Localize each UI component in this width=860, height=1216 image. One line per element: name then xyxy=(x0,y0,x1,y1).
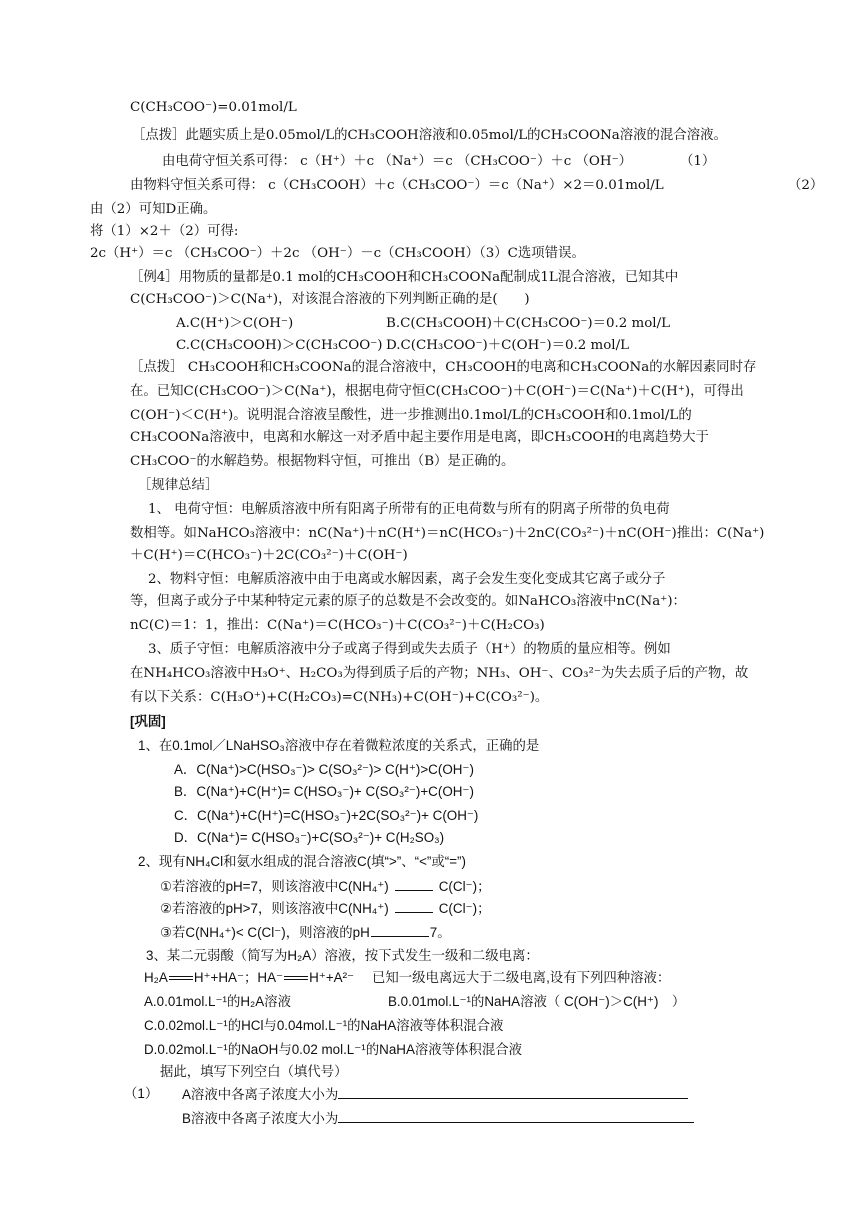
question-text: C(Cl⁻)； xyxy=(438,879,491,894)
option-a: A.C(H⁺)＞C(OH⁻) xyxy=(176,316,294,331)
option-b: B.0.01mol.L⁻¹的NaHA溶液（ C(OH⁻)＞C(H⁺) ） xyxy=(388,994,686,1009)
question-1: 1、在0.1mol／LNaHSO₃溶液中存在着微粒浓度的关系式，正确的是 xyxy=(138,738,540,753)
text-line: 已知一级电离远大于二级电离,设有下列四种溶液： xyxy=(372,970,671,985)
option-d: D.C(CH₃COO⁻)＋C(OH⁻)＝0.2 mol/L xyxy=(386,338,629,353)
question-text: B溶液中各离子浓度大小为 xyxy=(182,1111,339,1126)
option-a: A.0.01mol.L⁻¹的H₂A溶液 xyxy=(144,994,291,1009)
fill-line xyxy=(182,1108,694,1129)
question-text: ②若溶液的pH>7，则该溶液中C(NH₄⁺) xyxy=(160,901,389,916)
text-line: CH₃COO⁻的水解趋势。根据物料守恒，可推出（B）是正确的。 xyxy=(130,454,515,469)
equation-text: H₂A xyxy=(144,970,168,985)
section-heading: [巩固] xyxy=(130,714,166,729)
text-line: 在。已知C(CH₃COO⁻)＞C(Na⁺)，根据电荷守恒C(CH₃COO⁻)＋C(OH⁻)＝C(Na⁺)＋C(H⁺)，可得出 xyxy=(130,384,744,399)
option-d: D.0.02mol.L⁻¹的NaOH与0.02 mol.L⁻¹的NaHA溶液等体积混合液 xyxy=(144,1042,522,1057)
equilibrium-arrow-icon xyxy=(284,976,308,980)
answer-blank[interactable] xyxy=(395,876,433,891)
text-line: 据此，填写下列空白（填代号） xyxy=(160,1064,348,1079)
option-c: C．C(Na⁺)+C(H⁺)=C(HSO₃⁻)+2C(SO₃²⁻)+ C(OH⁻) xyxy=(174,808,479,823)
text-line: 在NH₄HCO₃溶液中H₃O⁺、H₂CO₃为得到质子后的产物；NH₃、OH⁻、CO₃²⁻为失去质子后的产物，故 xyxy=(130,666,749,681)
sub-question xyxy=(160,898,490,919)
text-line: 3、质子守恒：电解质溶液中分子或离子得到或失去质子（H⁺）的物质的量应相等。例如 xyxy=(148,642,671,657)
answer-blank[interactable] xyxy=(371,922,429,937)
question-text: A溶液中各离子浓度大小为 xyxy=(182,1087,339,1102)
answer-blank[interactable] xyxy=(395,898,433,913)
option-c: C.C(CH₃COOH)＞C(CH₃COO⁻) xyxy=(176,338,383,353)
equation-text: H⁺+HA⁻；HA⁻ xyxy=(193,970,284,985)
text-line: 将（1）×2＋（2）可得: xyxy=(90,224,239,239)
text-line: 由电荷守恒关系可得： c（H⁺）＋c （Na⁺）＝c （CH₃COO⁻）＋c （OH⁻） xyxy=(162,154,633,169)
text-line: ［点拨］此题实质上是0.05mol/L的CH₃COOH溶液和0.05mol/L的CH₃COONa溶液的混合溶液。 xyxy=(132,128,727,143)
option-b: B.C(CH₃COOH)＋C(CH₃COO⁻)＝0.2 mol/L xyxy=(386,316,670,331)
text-line: 1、 电荷守恒：电解质溶液中所有阳离子所带有的正电荷数与所有的阴离子所带的负电荷 xyxy=(148,502,670,517)
text-line: 数相等。如NaHCO₃溶液中：nC(Na⁺)＋nC(H⁺)＝nC(HCO₃⁻)＋2nC(CO₃²⁻)＋nC(OH⁻)推出：C(Na⁺) xyxy=(130,526,765,541)
text-line: ＋C(H⁺)＝C(HCO₃⁻)＋2C(CO₃²⁻)＋C(OH⁻) xyxy=(130,548,408,563)
equation-number: （1） xyxy=(680,154,716,169)
text-line: 2、物料守恒：电解质溶液中由于电离或水解因素，离子会发生变化变成其它离子或分子 xyxy=(148,572,666,587)
equation-text: H⁺+A²⁻ xyxy=(309,970,355,985)
text-line: 有以下关系：C(H₃O⁺)+C(H₂CO₃)=C(NH₃)+C(OH⁻)+C(CO₃²⁻)。 xyxy=(130,690,549,705)
text-line: C(CH₃COO⁻)＞C(Na⁺)，对该混合溶液的下列判断正确的是( ) xyxy=(130,292,530,307)
question-text: C(Cl⁻)； xyxy=(438,901,491,916)
question-text: ③若C(NH₄⁺)< C(Cl⁻)，则溶液的pH xyxy=(160,925,370,940)
text-line: ［点拨］ CH₃COOH和CH₃COONa的混合溶液中，CH₃COOH的电离和CH₃COONa的水解因素同时存 xyxy=(130,360,757,375)
equilibrium-arrow-icon xyxy=(169,976,193,980)
fill-line xyxy=(182,1084,688,1105)
answer-blank[interactable] xyxy=(338,1084,688,1099)
section-heading: ［规律总结］ xyxy=(138,478,219,493)
option-c: C.0.02mol.L⁻¹的HCl与0.04mol.L⁻¹的NaHA溶液等体积混合液 xyxy=(144,1018,504,1033)
sub-number: （1） xyxy=(124,1086,159,1101)
option-a: A．C(Na⁺)>C(HSO₃⁻)> C(SO₃²⁻)> C(H⁺)>C(OH⁻) xyxy=(174,762,474,777)
question-3: 3、某二元弱酸（简写为H₂A）溶液，按下式发生一级和二级电离： xyxy=(146,948,539,963)
question-text: ①若溶液的pH=7，则该溶液中C(NH₄⁺) xyxy=(160,879,389,894)
text-line: 由（2）可知D正确。 xyxy=(90,202,217,217)
sub-question xyxy=(160,922,451,943)
option-b: B．C(Na⁺)+C(H⁺)= C(HSO₃⁻)+ C(SO₃²⁻)+C(OH⁻) xyxy=(174,784,474,799)
text-line: 由物料守恒关系可得： c（CH₃COOH）＋c（CH₃COO⁻）＝c（Na⁺）×2＝0.01mol/L xyxy=(130,178,664,193)
equilibrium-equation xyxy=(144,968,354,988)
text-line: C(OH⁻)＜C(H⁺)。说明混合溶液呈酸性，进一步推测出0.1mol/L的CH₃COOH和0.1mol/L的 xyxy=(130,408,692,423)
text-line: C(CH₃COO⁻)=0.01mol/L xyxy=(130,100,297,115)
option-d: D．C(Na⁺)= C(HSO₃⁻)+C(SO₃²⁻)+ C(H₂SO₃) xyxy=(174,830,445,845)
equation-number: （2） xyxy=(788,178,824,193)
question-2: 2、现有NH₄Cl和氨水组成的混合溶液C(填“>”、“<”或“=”) xyxy=(138,854,466,869)
answer-blank[interactable] xyxy=(338,1108,694,1123)
example-heading: ［例4］用物质的量都是0.1 mol的CH₃COOH和CH₃COONa配制成1L混合溶液，已知其中 xyxy=(130,270,679,285)
text-line: nC(C)＝1：1，推出：C(Na⁺)＝C(HCO₃⁻)＋C(CO₃²⁻)＋C(H₂CO₃) xyxy=(130,618,545,633)
text-line: 2c（H⁺）＝c （CH₃COO⁻）＋2c （OH⁻）－c（CH₃COOH）（3）C选项错误。 xyxy=(90,246,585,261)
text-line: 等，但离子或分子中某种特定元素的原子的总数是不会改变的。如NaHCO₃溶液中nC(Na⁺)： xyxy=(130,594,686,609)
question-text: 7。 xyxy=(429,925,451,940)
sub-question xyxy=(160,876,490,897)
text-line: CH₃COONa溶液中，电离和水解这一对矛盾中起主要作用是电离，即CH₃COOH的电离趋势大于 xyxy=(130,430,709,445)
